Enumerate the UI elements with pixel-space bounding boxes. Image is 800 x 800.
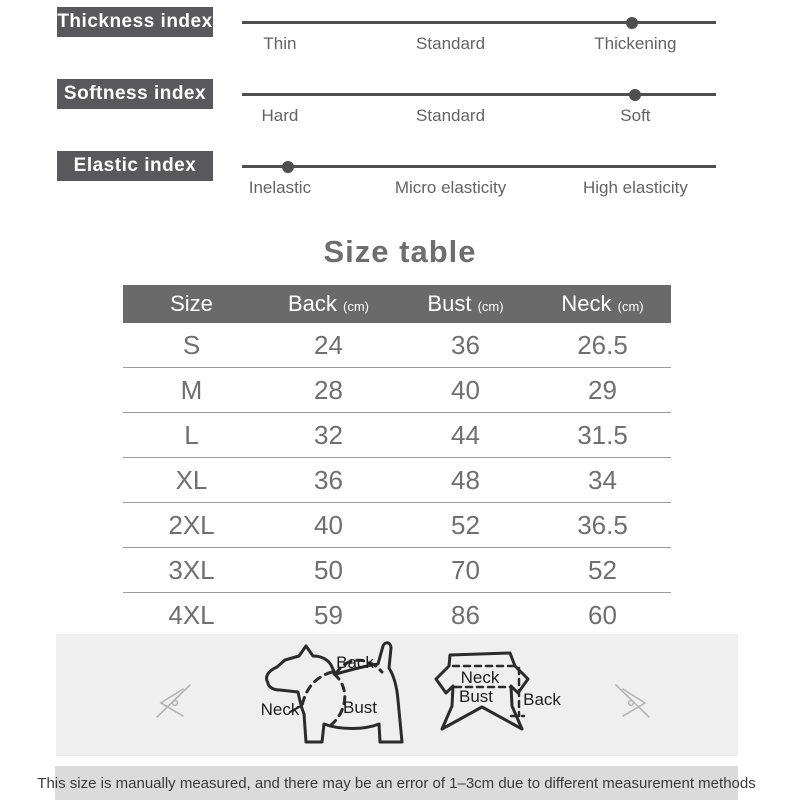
softness-index-row bbox=[0, 79, 800, 141]
softness-slider-line bbox=[242, 93, 716, 96]
size-table-title: Size table bbox=[323, 234, 477, 269]
thickness-tick-standard: Standard bbox=[416, 34, 486, 53]
thickness-slider bbox=[242, 7, 716, 69]
table-row: 2XL 40 52 36.5 bbox=[123, 503, 671, 548]
table-row: L 32 44 31.5 bbox=[123, 413, 671, 458]
table-row: 4XL 59 86 60 bbox=[123, 593, 671, 638]
softness-index-label: Softness index bbox=[57, 79, 213, 109]
elastic-slider bbox=[242, 151, 716, 213]
dog-neck-label: Neck bbox=[260, 700, 300, 719]
measurement-diagram-panel bbox=[56, 634, 738, 756]
elastic-index-row bbox=[0, 151, 800, 213]
column-header-size: Size bbox=[123, 285, 260, 323]
garment-back-label: Back bbox=[523, 690, 561, 709]
thickness-slider-dot bbox=[626, 17, 638, 29]
table-row: M 28 40 29 bbox=[123, 368, 671, 413]
elastic-slider-dot bbox=[282, 161, 294, 173]
dog-back-label: Back bbox=[336, 653, 374, 672]
table-row: S 24 36 26.5 bbox=[182, 329, 628, 360]
softness-tick-hard: Hard bbox=[261, 106, 299, 125]
column-header-neck: Neck (cm) bbox=[534, 285, 671, 323]
measurement-note-text: This size is manually measured, and there may be an error of 1–3cm due to different measurement methods bbox=[37, 774, 756, 792]
measurement-note-bar bbox=[37, 766, 756, 800]
garment-bust-label: Bust bbox=[458, 687, 494, 706]
softness-tick-standard: Standard bbox=[416, 106, 486, 125]
thickness-index-row bbox=[0, 7, 800, 69]
thickness-tick-thin: Thin bbox=[263, 34, 297, 53]
softness-slider-dot bbox=[629, 89, 641, 101]
garment-neck-label: Neck bbox=[460, 668, 500, 687]
table-row: XL 36 48 34 bbox=[123, 458, 671, 503]
column-header-bust: Bust (cm) bbox=[397, 285, 534, 323]
elastic-slider-line bbox=[242, 165, 716, 168]
size-table bbox=[123, 285, 671, 637]
left-flourish-icon bbox=[152, 680, 194, 722]
table-row: 3XL 50 70 52 bbox=[123, 548, 671, 593]
right-flourish-icon bbox=[612, 680, 654, 722]
thickness-index-label: Thickness index bbox=[57, 7, 213, 37]
dog-bust-label: Bust bbox=[342, 698, 378, 717]
column-header-back: Back (cm) bbox=[260, 285, 397, 323]
elastic-index-label: Elastic index bbox=[57, 151, 213, 181]
softness-tick-soft: Soft bbox=[620, 106, 651, 125]
elastic-tick-micro: Micro elasticity bbox=[394, 178, 507, 197]
thickness-tick-thickening: Thickening bbox=[594, 34, 677, 53]
thickness-slider-line bbox=[242, 21, 716, 24]
size-table-header-row bbox=[123, 285, 671, 323]
softness-slider bbox=[242, 79, 716, 141]
elastic-tick-inelastic: Inelastic bbox=[248, 178, 312, 197]
elastic-tick-high: High elasticity bbox=[582, 178, 688, 197]
